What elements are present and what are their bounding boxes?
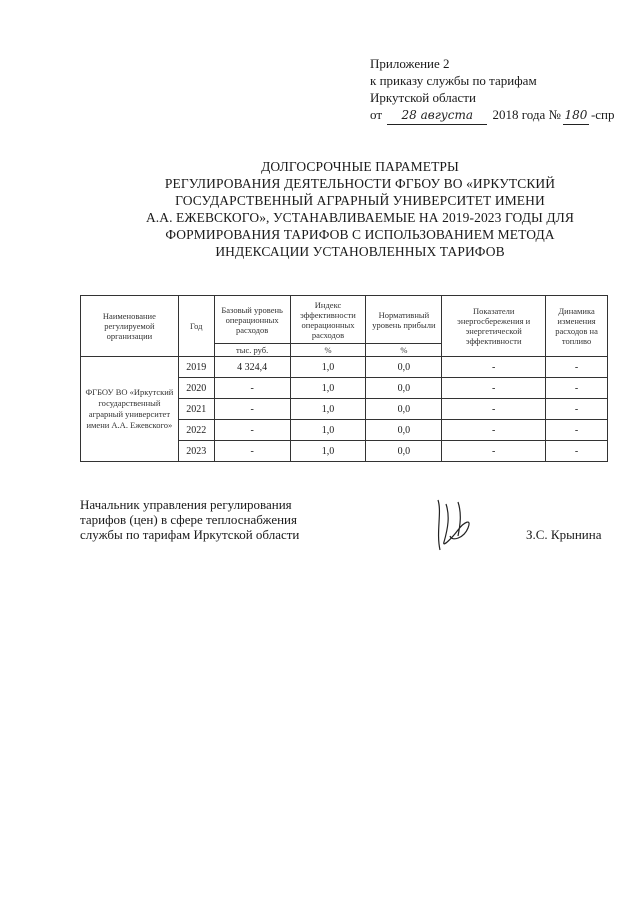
position-line-1: Начальник управления регулирования: [80, 497, 292, 512]
cell-energy: -: [442, 378, 546, 399]
cell-energy: -: [442, 399, 546, 420]
unit-index: %: [290, 344, 366, 357]
order-date-handwritten: 28 августа: [387, 107, 487, 125]
cell-fuel: -: [546, 399, 608, 420]
appendix-title: Приложение 2: [370, 56, 450, 71]
signer-name: З.С. Крынина: [526, 527, 602, 542]
cell-base: 4 324,4: [214, 357, 290, 378]
cell-index: 1,0: [290, 420, 366, 441]
cell-index: 1,0: [290, 441, 366, 462]
parameters-table: [80, 295, 608, 462]
handwritten-signature: [428, 492, 488, 554]
header-org: Наименование регулируемой организации: [81, 296, 179, 357]
unit-norm: %: [366, 344, 442, 357]
order-suffix: -спр: [590, 107, 615, 122]
cell-base: -: [214, 399, 290, 420]
cell-index: 1,0: [290, 378, 366, 399]
organization-name: ФГБОУ ВО «Иркутский государственный аграрный университет имени А.А. Ежевского»: [81, 357, 179, 462]
order-number-handwritten: 180: [563, 107, 589, 125]
cell-fuel: -: [546, 357, 608, 378]
cell-norm: 0,0: [366, 378, 442, 399]
appendix-order-ref: к приказу службы по тарифам: [370, 73, 537, 88]
title-line-6: ИНДЕКСАЦИИ УСТАНОВЛЕННЫХ ТАРИФОВ: [215, 244, 505, 259]
cell-year: 2021: [178, 399, 214, 420]
cell-year: 2022: [178, 420, 214, 441]
cell-index: 1,0: [290, 399, 366, 420]
cell-norm: 0,0: [366, 420, 442, 441]
title-line-1: ДОЛГОСРОЧНЫЕ ПАРАМЕТРЫ: [261, 159, 459, 174]
cell-index: 1,0: [290, 357, 366, 378]
cell-base: -: [214, 441, 290, 462]
position-line-3: службы по тарифам Иркутской области: [80, 527, 300, 542]
header-fuel: Динамика изменения расходов на топливо: [546, 296, 608, 357]
cell-year: 2020: [178, 378, 214, 399]
header-base: Базовый уровень операционных расходов: [214, 296, 290, 344]
order-year: 2018 года №: [492, 107, 561, 122]
title-line-2: РЕГУЛИРОВАНИЯ ДЕЯТЕЛЬНОСТИ ФГБОУ ВО «ИРКУТСКИЙ: [164, 176, 556, 191]
cell-energy: -: [442, 357, 546, 378]
cell-norm: 0,0: [366, 441, 442, 462]
cell-fuel: -: [546, 441, 608, 462]
cell-norm: 0,0: [366, 357, 442, 378]
title-line-4: А.А. ЕЖЕВСКОГО», УСТАНАВЛИВАЕМЫЕ НА 2019-2023 ГОДЫ ДЛЯ: [145, 210, 575, 225]
cell-year: 2019: [178, 357, 214, 378]
header-year: Год: [178, 296, 214, 357]
document-title: [80, 158, 640, 260]
unit-base: тыс. руб.: [214, 344, 290, 357]
cell-energy: -: [442, 420, 546, 441]
cell-energy: -: [442, 441, 546, 462]
appendix-region: Иркутской области: [370, 90, 476, 105]
header-index: Индекс эффективности операционных расходов: [290, 296, 366, 344]
title-line-3: ГОСУДАРСТВЕННЫЙ АГРАРНЫЙ УНИВЕРСИТЕТ ИМЕНИ: [175, 193, 545, 208]
cell-fuel: -: [546, 378, 608, 399]
cell-norm: 0,0: [366, 399, 442, 420]
signatory-position: [80, 497, 299, 542]
order-prefix: от: [370, 107, 383, 122]
header-energy: Показатели энергосбережения и энергетической эффективности: [442, 296, 546, 357]
position-line-2: тарифов (цен) в сфере теплоснабжения: [80, 512, 297, 527]
header-norm: Нормативный уровень прибыли: [366, 296, 442, 344]
appendix-block: [370, 55, 615, 125]
cell-base: -: [214, 378, 290, 399]
title-line-5: ФОРМИРОВАНИЯ ТАРИФОВ С ИСПОЛЬЗОВАНИЕМ МЕТОДА: [165, 227, 555, 242]
appendix-order-line: [370, 106, 615, 125]
cell-fuel: -: [546, 420, 608, 441]
cell-year: 2023: [178, 441, 214, 462]
table-row: [81, 357, 608, 378]
cell-base: -: [214, 420, 290, 441]
